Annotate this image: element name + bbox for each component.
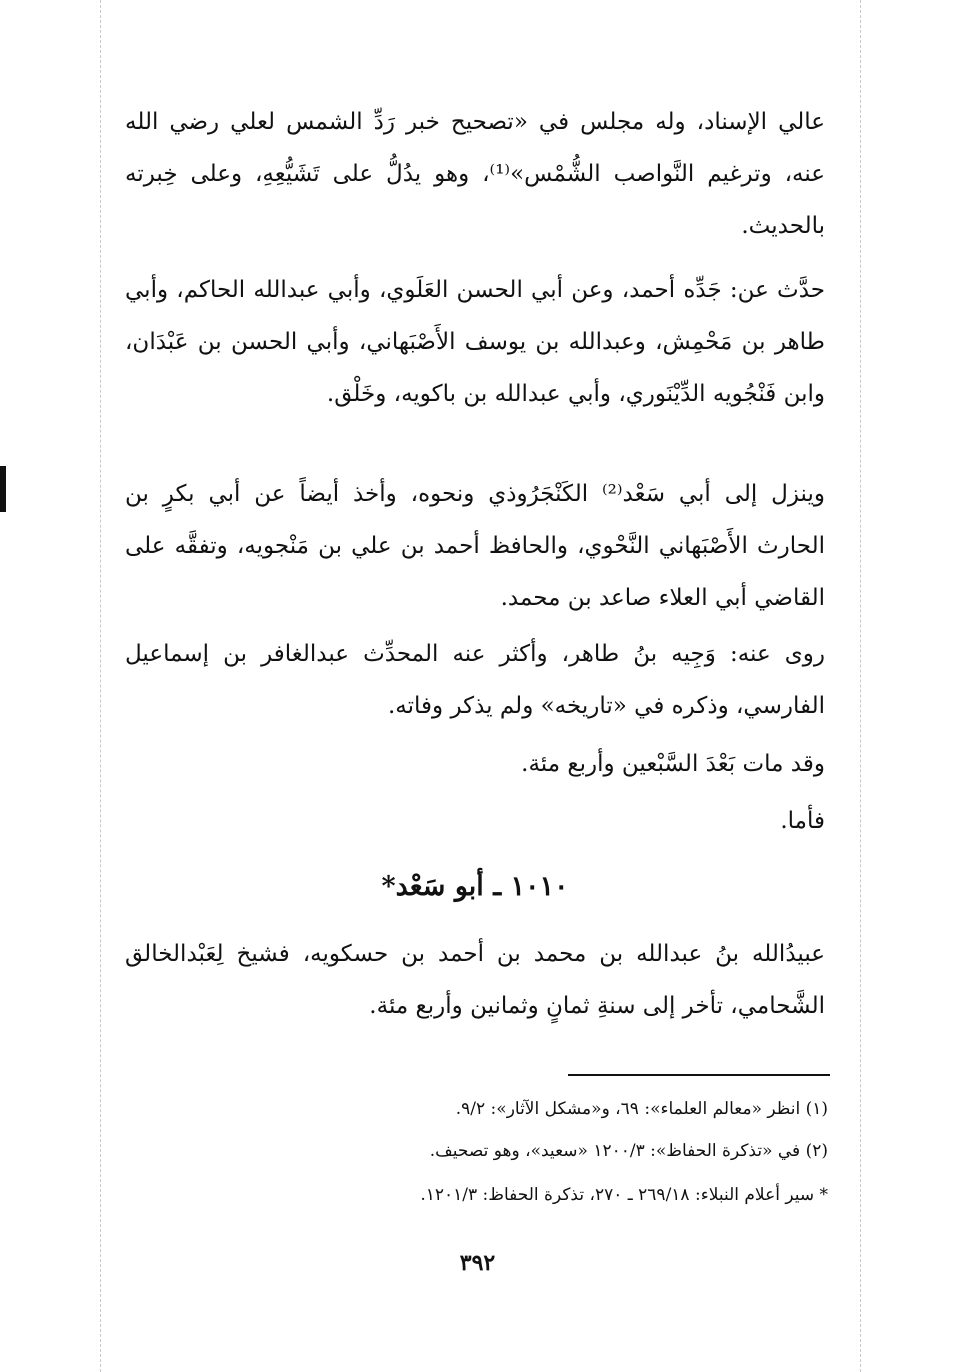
footnote-2: (٢) في «تذكرة الحفاظ»: ١٢٠٠/٣ «سعيد»، وهو تصحيف.: [429, 1141, 828, 1161]
page-number: ٣٩٢: [459, 1250, 496, 1276]
paragraph-transition: فأما.: [780, 808, 825, 834]
paragraph-isnad: عالي الإسناد، وله مجلس في «تصحيح خبر رَدِّ الشمس لعلي رضي الله عنه، وترغيم النَّواصب الشُّمْس»⁽¹⁾، وهو يدُلُّ على تَشَيُّعِهِ، وعلى خِبرته بالحديث.: [125, 109, 825, 239]
entry-heading: ١٠١٠ ـ أبو سَعْد*: [381, 871, 569, 902]
entry-paragraph: عبيدُالله بنُ عبدالله بن محمد بن أحمد بن حسكويه، فشيخ لِعَبْدالخالق الشَّحامي، تأخر إلى سنةِ ثمانٍ وثمانين وأربع مئة.: [125, 941, 825, 1019]
footnote-1: (١) انظر «معالم العلماء»: ٦٩، و«مشكل الآثار»: ٩/٢.: [455, 1099, 828, 1119]
scan-edge-mark: [0, 466, 6, 512]
scan-fold-line-right: [860, 0, 861, 1372]
footnote-separator: [568, 1074, 830, 1076]
paragraph-studies: وينزل إلى أبي سَعْد⁽²⁾ الكَنْجَرُوذي ونحوه، وأخذ أيضاً عن أبي بكرٍ بن الحارث الأَصْبَهاني النَّحْوي، والحافظ أحمد بن علي بن مَنْجويه، وتفقَّه على القاضي أبي العلاء صاعد بن محمد.: [125, 481, 825, 611]
paragraph-teachers: حدَّث عن: جَدِّه أحمد، وعن أبي الحسن العَلَوي، وأبي عبدالله الحاكم، وأبي طاهر بن مَحْمِش، وعبدالله بن يوسف الأَصْبَهاني، وأبي الحسن بن عَبْدَان، وابن فَنْجُويه الدِّيْنَوري، وأبي عبدالله بن باكويه، وخَلْق.: [125, 277, 825, 407]
footnote-source: * سير أعلام النبلاء: ٢٦٩/١٨ ـ ٢٧٠، تذكرة الحفاظ: ١٢٠١/٣.: [420, 1185, 828, 1205]
scan-fold-line-left: [100, 0, 101, 1372]
paragraph-narrators: روى عنه: وَجِيه بنُ طاهر، وأكثر عنه المحدِّث عبدالغافر بن إسماعيل الفارسي، وذكره في «تاريخه» ولم يذكر وفاته.: [125, 641, 825, 719]
paragraph-death: وقد مات بَعْدَ السَّبْعين وأربع مئة.: [521, 751, 825, 777]
